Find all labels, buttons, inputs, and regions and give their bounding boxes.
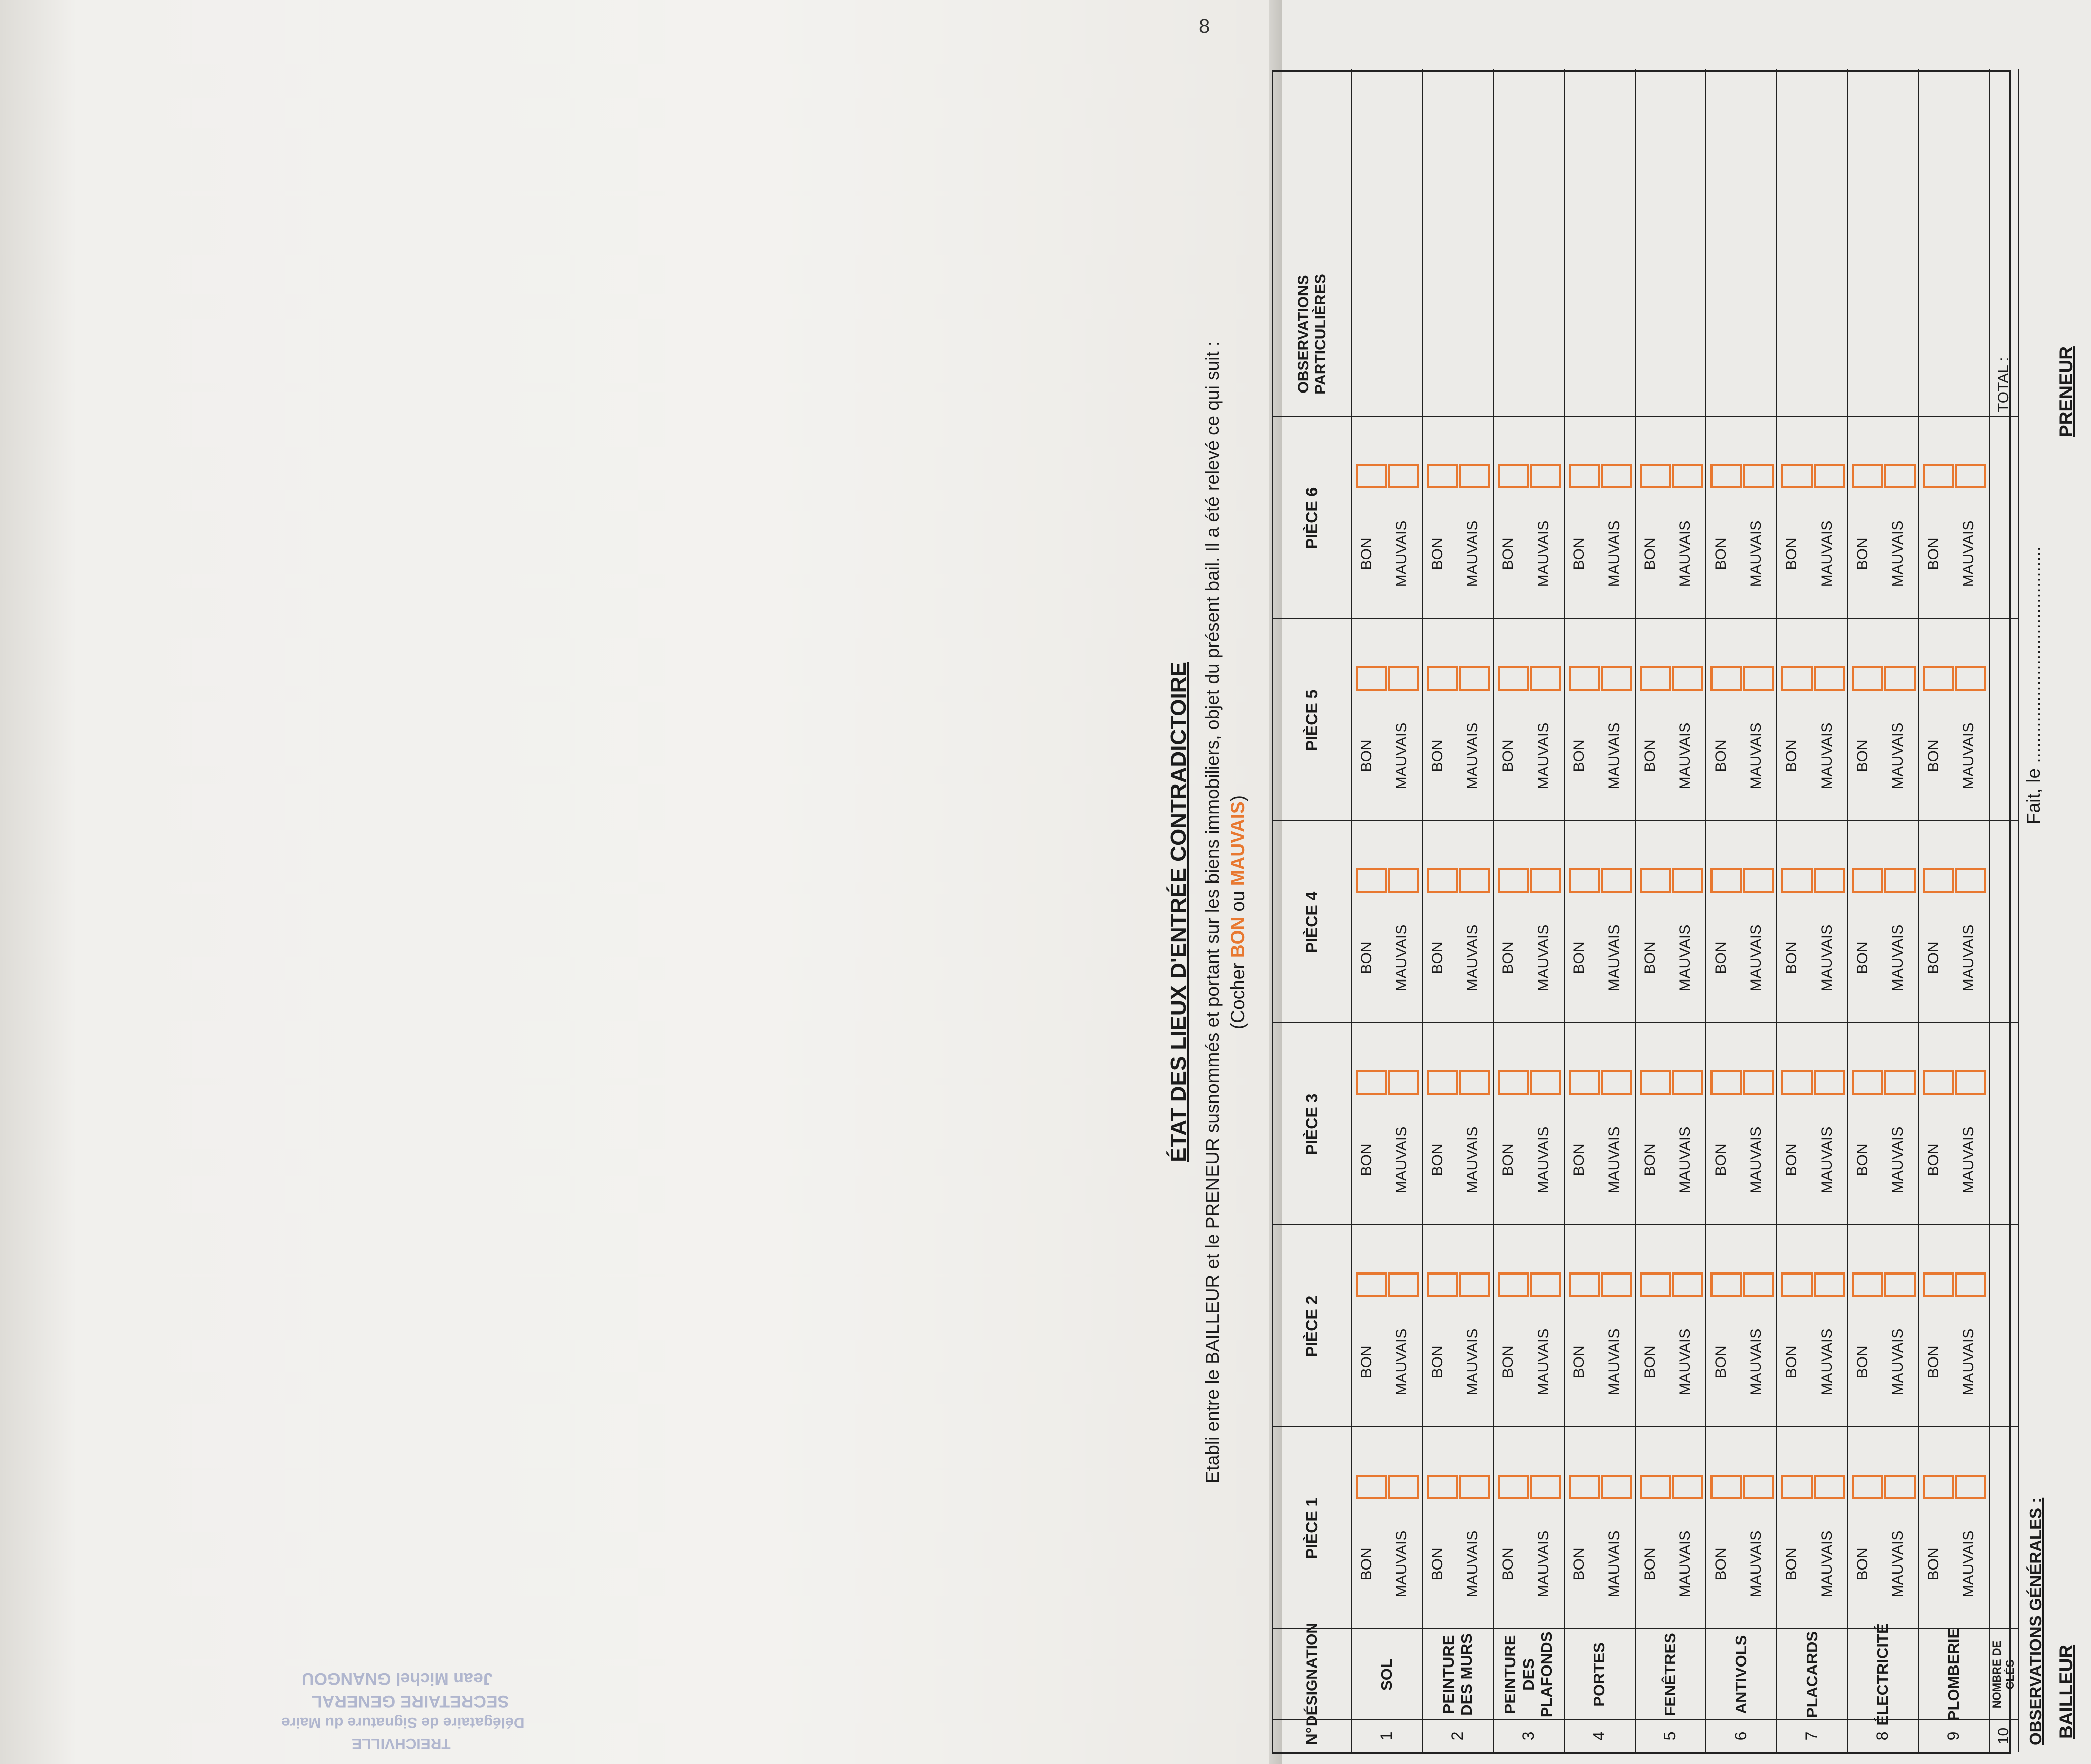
- checkbox-bon[interactable]: [1427, 666, 1458, 691]
- checkbox-mauvais[interactable]: [1601, 1070, 1632, 1095]
- option-bon-label: BON: [1783, 1547, 1800, 1581]
- table-row-divider: [1564, 69, 1565, 1752]
- bailleur-label: BAILLEUR: [2056, 1644, 2076, 1739]
- checkbox-bon[interactable]: [1852, 464, 1883, 488]
- checkbox-bon[interactable]: [1356, 1475, 1387, 1499]
- checkbox-bon[interactable]: [1569, 868, 1600, 893]
- option-mauvais-label: MAUVAIS: [1960, 520, 1977, 587]
- option-mauvais-label: MAUVAIS: [1606, 1126, 1623, 1194]
- checkbox-bon[interactable]: [1923, 666, 1954, 691]
- checkbox-bon[interactable]: [1923, 868, 1954, 893]
- row-number: 5: [1661, 1731, 1679, 1741]
- row-number: 4: [1590, 1731, 1608, 1741]
- header-designation: DÉSIGNATION: [1303, 1622, 1320, 1727]
- header-number: N°: [1303, 1727, 1321, 1745]
- checkbox-mauvais[interactable]: [1530, 1272, 1561, 1297]
- checkbox-bon[interactable]: [1640, 1272, 1671, 1297]
- option-bon-label: BON: [1783, 537, 1800, 570]
- option-mauvais-label: MAUVAIS: [1889, 520, 1906, 587]
- checkbox-bon[interactable]: [1852, 666, 1883, 691]
- header-piece-4: PIÈCE 4: [1303, 891, 1321, 953]
- checkbox-bon[interactable]: [1498, 464, 1529, 488]
- option-mauvais-label: MAUVAIS: [1606, 722, 1623, 790]
- option-mauvais-label: MAUVAIS: [1606, 1530, 1623, 1598]
- checkbox-bon[interactable]: [1923, 1070, 1954, 1095]
- option-mauvais-label: MAUVAIS: [1748, 1328, 1764, 1396]
- checkbox-bon[interactable]: [1640, 1475, 1671, 1499]
- option-bon-label: BON: [1642, 1143, 1658, 1177]
- checkbox-mauvais[interactable]: [1955, 868, 1986, 893]
- option-mauvais-label: MAUVAIS: [1677, 1530, 1693, 1598]
- option-mauvais-label: MAUVAIS: [1464, 722, 1481, 790]
- checkbox-mauvais[interactable]: [1601, 1475, 1632, 1499]
- checkbox-mauvais[interactable]: [1743, 666, 1774, 691]
- table-row-divider: [1351, 69, 1352, 1752]
- option-bon-label: BON: [1854, 739, 1871, 772]
- checkbox-bon[interactable]: [1498, 1475, 1529, 1499]
- instruction-bon: BON: [1227, 916, 1248, 958]
- checkbox-mauvais[interactable]: [1884, 1272, 1916, 1297]
- option-mauvais-label: MAUVAIS: [1889, 1530, 1906, 1598]
- checkbox-mauvais[interactable]: [1814, 868, 1845, 893]
- checkbox-bon[interactable]: [1640, 1070, 1671, 1095]
- option-bon-label: BON: [1429, 941, 1446, 974]
- option-mauvais-label: MAUVAIS: [1889, 722, 1906, 790]
- checkbox-mauvais[interactable]: [1672, 1272, 1703, 1297]
- checkbox-mauvais[interactable]: [1884, 868, 1916, 893]
- form-instruction: [1227, 70, 1249, 1754]
- option-bon-label: BON: [1571, 537, 1587, 570]
- row-number: 8: [1873, 1731, 1891, 1741]
- keys-row-number: 10: [1995, 1727, 2012, 1745]
- option-mauvais-label: MAUVAIS: [1535, 1328, 1552, 1396]
- checkbox-mauvais[interactable]: [1955, 464, 1986, 488]
- option-mauvais-label: MAUVAIS: [1606, 924, 1623, 992]
- row-designation: PLOMBERIE: [1944, 1628, 1962, 1721]
- checkbox-mauvais[interactable]: [1459, 666, 1490, 691]
- checkbox-bon[interactable]: [1498, 1272, 1529, 1297]
- table-column-divider: [1273, 1022, 2018, 1023]
- option-mauvais-label: MAUVAIS: [1677, 1126, 1693, 1194]
- option-bon-label: BON: [1571, 1547, 1587, 1581]
- option-bon-label: BON: [1358, 537, 1375, 570]
- checkbox-bon[interactable]: [1640, 868, 1671, 893]
- option-bon-label: BON: [1500, 537, 1516, 570]
- checkbox-mauvais[interactable]: [1388, 1475, 1419, 1499]
- checkbox-bon[interactable]: [1569, 666, 1600, 691]
- option-bon-label: BON: [1642, 941, 1658, 974]
- option-bon-label: BON: [1358, 1547, 1375, 1581]
- option-bon-label: BON: [1713, 1143, 1729, 1177]
- option-mauvais-label: MAUVAIS: [1677, 1328, 1693, 1396]
- option-mauvais-label: MAUVAIS: [1819, 520, 1835, 587]
- checkbox-bon[interactable]: [1498, 868, 1529, 893]
- header-piece-5: PIÈCE 5: [1303, 689, 1321, 751]
- checkbox-mauvais[interactable]: [1530, 464, 1561, 488]
- table-row-divider: [1635, 69, 1636, 1752]
- option-bon-label: BON: [1783, 1143, 1800, 1177]
- table-row-divider: [1493, 69, 1494, 1752]
- option-bon-label: BON: [1429, 739, 1446, 772]
- checkbox-bon[interactable]: [1710, 1475, 1742, 1499]
- checkbox-bon[interactable]: [1710, 464, 1742, 488]
- checkbox-mauvais[interactable]: [1672, 1475, 1703, 1499]
- option-mauvais-label: MAUVAIS: [1393, 1328, 1410, 1396]
- fait-le: Fait, le ..........................................: [2023, 546, 2044, 824]
- option-mauvais-label: MAUVAIS: [1677, 722, 1693, 790]
- option-bon-label: BON: [1429, 1547, 1446, 1581]
- checkbox-mauvais[interactable]: [1955, 1272, 1986, 1297]
- checkbox-bon[interactable]: [1640, 666, 1671, 691]
- checkbox-mauvais[interactable]: [1388, 464, 1419, 488]
- option-mauvais-label: MAUVAIS: [1960, 1328, 1977, 1396]
- checkbox-mauvais[interactable]: [1672, 464, 1703, 488]
- checkbox-bon[interactable]: [1923, 1475, 1954, 1499]
- option-bon-label: BON: [1429, 1345, 1446, 1379]
- option-bon-label: BON: [1783, 739, 1800, 772]
- row-designation: PLACARDS: [1802, 1631, 1821, 1718]
- checkbox-bon[interactable]: [1710, 1272, 1742, 1297]
- checkbox-bon[interactable]: [1569, 1070, 1600, 1095]
- checkbox-mauvais[interactable]: [1388, 868, 1419, 893]
- checkbox-mauvais[interactable]: [1459, 464, 1490, 488]
- option-bon-label: BON: [1925, 941, 1942, 974]
- checkbox-bon[interactable]: [1852, 1272, 1883, 1297]
- option-mauvais-label: MAUVAIS: [1464, 1126, 1481, 1194]
- checkbox-bon[interactable]: [1710, 868, 1742, 893]
- form-intro: Etabli entre le BAILLEUR et le PRENEUR susnommés et portant sur les biens immobiliers, objet du présent bail. Il a été relevé ce qui suit :: [1202, 341, 1223, 1484]
- option-bon-label: BON: [1713, 537, 1729, 570]
- option-mauvais-label: MAUVAIS: [1677, 520, 1693, 587]
- table-column-divider: [1273, 618, 2018, 619]
- checkbox-mauvais[interactable]: [1743, 1272, 1774, 1297]
- option-mauvais-label: MAUVAIS: [1393, 1126, 1410, 1194]
- instruction-ou: ou: [1227, 891, 1248, 912]
- stamp-delegation: Délégataire de Signature du Maire: [281, 1714, 525, 1731]
- checkbox-bon[interactable]: [1781, 1475, 1813, 1499]
- form-title: ÉTAT DES LIEUX D'ENTRÉE CONTRADICTOIRE: [1166, 662, 1191, 1162]
- option-bon-label: BON: [1642, 537, 1658, 570]
- checkbox-bon[interactable]: [1852, 1070, 1883, 1095]
- row-designation: PORTES: [1590, 1642, 1608, 1707]
- table-column-divider: [1273, 820, 2018, 821]
- stamp-name: Jean Michel GNANGOU: [302, 1669, 493, 1688]
- option-mauvais-label: MAUVAIS: [1819, 924, 1835, 992]
- option-bon-label: BON: [1713, 1547, 1729, 1581]
- checkbox-bon[interactable]: [1781, 464, 1813, 488]
- option-bon-label: BON: [1500, 1547, 1516, 1581]
- option-mauvais-label: MAUVAIS: [1535, 924, 1552, 992]
- preneur-label: PRENEUR: [2056, 346, 2076, 437]
- checkbox-bon[interactable]: [1710, 666, 1742, 691]
- option-bon-label: BON: [1925, 1143, 1942, 1177]
- table-column-divider: [1273, 1224, 2018, 1225]
- option-mauvais-label: MAUVAIS: [1748, 1126, 1764, 1194]
- checkbox-bon[interactable]: [1427, 868, 1458, 893]
- option-mauvais-label: MAUVAIS: [1819, 1328, 1835, 1396]
- checkbox-bon[interactable]: [1852, 1475, 1883, 1499]
- checkbox-mauvais[interactable]: [1884, 666, 1916, 691]
- option-mauvais-label: MAUVAIS: [1535, 1126, 1552, 1194]
- instruction-prefix: (Cocher: [1227, 963, 1248, 1030]
- checkbox-bon[interactable]: [1427, 1475, 1458, 1499]
- option-bon-label: BON: [1500, 1345, 1516, 1379]
- option-mauvais-label: MAUVAIS: [1464, 924, 1481, 992]
- option-bon-label: BON: [1429, 537, 1446, 570]
- checkbox-bon[interactable]: [1923, 1272, 1954, 1297]
- option-bon-label: BON: [1358, 1143, 1375, 1177]
- table-row-divider: [1422, 69, 1423, 1752]
- option-bon-label: BON: [1358, 1345, 1375, 1379]
- checkbox-bon[interactable]: [1852, 868, 1883, 893]
- option-mauvais-label: MAUVAIS: [1393, 924, 1410, 992]
- checkbox-mauvais[interactable]: [1955, 1070, 1986, 1095]
- table-row-divider: [1776, 69, 1777, 1752]
- checkbox-bon[interactable]: [1569, 1475, 1600, 1499]
- checkbox-mauvais[interactable]: [1814, 666, 1845, 691]
- option-bon-label: BON: [1571, 739, 1587, 772]
- option-bon-label: BON: [1358, 941, 1375, 974]
- option-mauvais-label: MAUVAIS: [1960, 722, 1977, 790]
- checkbox-mauvais[interactable]: [1672, 868, 1703, 893]
- checkbox-mauvais[interactable]: [1884, 1475, 1916, 1499]
- option-mauvais-label: MAUVAIS: [1535, 1530, 1552, 1598]
- checkbox-mauvais[interactable]: [1743, 868, 1774, 893]
- checkbox-mauvais[interactable]: [1530, 666, 1561, 691]
- option-mauvais-label: MAUVAIS: [1748, 924, 1764, 992]
- option-bon-label: BON: [1783, 941, 1800, 974]
- keys-total-label: TOTAL :: [1995, 357, 2012, 412]
- checkbox-mauvais[interactable]: [1459, 1475, 1490, 1499]
- header-piece-6: PIÈCE 6: [1303, 487, 1321, 549]
- checkbox-bon[interactable]: [1569, 1272, 1600, 1297]
- option-bon-label: BON: [1713, 941, 1729, 974]
- checkbox-mauvais[interactable]: [1743, 1475, 1774, 1499]
- page-number: 8: [1199, 15, 1210, 37]
- row-designation: ANTIVOLS: [1732, 1635, 1750, 1714]
- row-designation: PEINTURE DES MURS: [1439, 1633, 1475, 1716]
- checkbox-mauvais[interactable]: [1601, 1272, 1632, 1297]
- table-row-divider: [1705, 69, 1706, 1752]
- row-designation: SOL: [1377, 1658, 1395, 1691]
- checkbox-mauvais[interactable]: [1601, 464, 1632, 488]
- option-mauvais-label: MAUVAIS: [1464, 1530, 1481, 1598]
- option-bon-label: BON: [1854, 941, 1871, 974]
- option-mauvais-label: MAUVAIS: [1819, 1126, 1835, 1194]
- checkbox-bon[interactable]: [1640, 464, 1671, 488]
- checkbox-mauvais[interactable]: [1601, 868, 1632, 893]
- checkbox-mauvais[interactable]: [1530, 1475, 1561, 1499]
- checkbox-mauvais[interactable]: [1743, 464, 1774, 488]
- option-mauvais-label: MAUVAIS: [1748, 722, 1764, 790]
- checkbox-bon[interactable]: [1781, 868, 1813, 893]
- row-number: 7: [1802, 1731, 1821, 1741]
- checkbox-mauvais[interactable]: [1459, 868, 1490, 893]
- checkbox-mauvais[interactable]: [1459, 1272, 1490, 1297]
- option-bon-label: BON: [1925, 1345, 1942, 1379]
- stamp-title: SECRETAIRE GENERAL: [312, 1692, 509, 1711]
- table-row-divider: [1847, 69, 1848, 1752]
- row-designation: FENÊTRES: [1661, 1633, 1679, 1716]
- row-number: 2: [1448, 1731, 1466, 1741]
- header-piece-1: PIÈCE 1: [1303, 1497, 1321, 1559]
- checkbox-bon[interactable]: [1781, 1070, 1813, 1095]
- option-mauvais-label: MAUVAIS: [1464, 1328, 1481, 1396]
- option-mauvais-label: MAUVAIS: [1393, 1530, 1410, 1598]
- checkbox-bon[interactable]: [1427, 1070, 1458, 1095]
- checkbox-bon[interactable]: [1569, 464, 1600, 488]
- instruction-mauvais: MAUVAIS: [1227, 801, 1248, 886]
- checkbox-bon[interactable]: [1781, 1272, 1813, 1297]
- checkbox-bon[interactable]: [1356, 464, 1387, 488]
- option-bon-label: BON: [1783, 1345, 1800, 1379]
- row-number: 6: [1732, 1731, 1750, 1741]
- option-mauvais-label: MAUVAIS: [1889, 924, 1906, 992]
- option-bon-label: BON: [1571, 1143, 1587, 1177]
- checkbox-mauvais[interactable]: [1672, 666, 1703, 691]
- stamp-city: TREICHVILLE: [352, 1735, 451, 1752]
- option-mauvais-label: MAUVAIS: [1535, 520, 1552, 587]
- checkbox-bon[interactable]: [1356, 868, 1387, 893]
- header-piece-3: PIÈCE 3: [1303, 1093, 1321, 1155]
- option-bon-label: BON: [1713, 739, 1729, 772]
- checkbox-mauvais[interactable]: [1530, 1070, 1561, 1095]
- option-mauvais-label: MAUVAIS: [1748, 1530, 1764, 1598]
- table-column-divider: [1273, 1426, 2018, 1427]
- keys-row-label: NOMBRE DE CLÉS: [1990, 1640, 2016, 1709]
- option-bon-label: BON: [1854, 1547, 1871, 1581]
- checkbox-bon[interactable]: [1427, 464, 1458, 488]
- option-mauvais-label: MAUVAIS: [1960, 924, 1977, 992]
- option-bon-label: BON: [1500, 1143, 1516, 1177]
- checkbox-mauvais[interactable]: [1955, 1475, 1986, 1499]
- checkbox-mauvais[interactable]: [1743, 1070, 1774, 1095]
- option-bon-label: BON: [1571, 1345, 1587, 1379]
- option-bon-label: BON: [1713, 1345, 1729, 1379]
- checkbox-bon[interactable]: [1923, 464, 1954, 488]
- option-bon-label: BON: [1358, 739, 1375, 772]
- option-bon-label: BON: [1642, 1547, 1658, 1581]
- option-mauvais-label: MAUVAIS: [1393, 520, 1410, 587]
- option-mauvais-label: MAUVAIS: [1677, 924, 1693, 992]
- option-bon-label: BON: [1500, 739, 1516, 772]
- row-number: 3: [1519, 1731, 1537, 1741]
- checkbox-bon[interactable]: [1710, 1070, 1742, 1095]
- checkbox-bon[interactable]: [1356, 666, 1387, 691]
- option-mauvais-label: MAUVAIS: [1464, 520, 1481, 587]
- option-bon-label: BON: [1925, 739, 1942, 772]
- checkbox-mauvais[interactable]: [1601, 666, 1632, 691]
- option-bon-label: BON: [1925, 1547, 1942, 1581]
- option-bon-label: BON: [1429, 1143, 1446, 1177]
- checkbox-mauvais[interactable]: [1814, 1272, 1845, 1297]
- instruction-suffix: ): [1227, 795, 1248, 802]
- checkbox-bon[interactable]: [1498, 666, 1529, 691]
- checkbox-mauvais[interactable]: [1388, 1070, 1419, 1095]
- option-bon-label: BON: [1571, 941, 1587, 974]
- row-designation: PEINTURE DES PLAFONDS: [1501, 1631, 1555, 1718]
- option-bon-label: BON: [1854, 1345, 1871, 1379]
- option-bon-label: BON: [1500, 941, 1516, 974]
- option-mauvais-label: MAUVAIS: [1535, 722, 1552, 790]
- table-row-divider: [2018, 69, 2019, 1752]
- checkbox-bon[interactable]: [1356, 1272, 1387, 1297]
- checkbox-mauvais[interactable]: [1884, 464, 1916, 488]
- option-mauvais-label: MAUVAIS: [1889, 1328, 1906, 1396]
- option-bon-label: BON: [1642, 739, 1658, 772]
- checkbox-mauvais[interactable]: [1884, 1070, 1916, 1095]
- checkbox-mauvais[interactable]: [1672, 1070, 1703, 1095]
- option-bon-label: BON: [1854, 1143, 1871, 1177]
- checkbox-mauvais[interactable]: [1814, 1475, 1845, 1499]
- option-mauvais-label: MAUVAIS: [1606, 1328, 1623, 1396]
- row-number: 9: [1944, 1731, 1962, 1741]
- checkbox-mauvais[interactable]: [1814, 464, 1845, 488]
- option-mauvais-label: MAUVAIS: [1819, 722, 1835, 790]
- header-observations: OBSERVATIONS PARTICULIÈRES: [1295, 274, 1329, 395]
- option-mauvais-label: MAUVAIS: [1393, 722, 1410, 790]
- option-mauvais-label: MAUVAIS: [1889, 1126, 1906, 1194]
- header-piece-2: PIÈCE 2: [1303, 1295, 1321, 1357]
- option-mauvais-label: MAUVAIS: [1606, 520, 1623, 587]
- option-bon-label: BON: [1854, 537, 1871, 570]
- checkbox-mauvais[interactable]: [1814, 1070, 1845, 1095]
- option-mauvais-label: MAUVAIS: [1748, 520, 1764, 587]
- option-bon-label: BON: [1925, 537, 1942, 570]
- general-observations-label: OBSERVATIONS GÉNÉRALES :: [2026, 1497, 2045, 1745]
- option-bon-label: BON: [1642, 1345, 1658, 1379]
- row-designation: ÉLECTRICITÉ: [1873, 1623, 1891, 1726]
- checkbox-mauvais[interactable]: [1388, 1272, 1419, 1297]
- checkbox-bon[interactable]: [1498, 1070, 1529, 1095]
- table-column-divider: [1273, 416, 2018, 417]
- row-number: 1: [1377, 1731, 1395, 1741]
- checkbox-bon[interactable]: [1427, 1272, 1458, 1297]
- checkbox-bon[interactable]: [1781, 666, 1813, 691]
- checkbox-mauvais[interactable]: [1459, 1070, 1490, 1095]
- checkbox-mauvais[interactable]: [1530, 868, 1561, 893]
- option-mauvais-label: MAUVAIS: [1819, 1530, 1835, 1598]
- checkbox-bon[interactable]: [1356, 1070, 1387, 1095]
- option-mauvais-label: MAUVAIS: [1960, 1126, 1977, 1194]
- option-mauvais-label: MAUVAIS: [1960, 1530, 1977, 1598]
- checkbox-mauvais[interactable]: [1388, 666, 1419, 691]
- table-row-divider: [1918, 69, 1919, 1752]
- rotated-form: [1146, 70, 2091, 1754]
- checkbox-mauvais[interactable]: [1955, 666, 1986, 691]
